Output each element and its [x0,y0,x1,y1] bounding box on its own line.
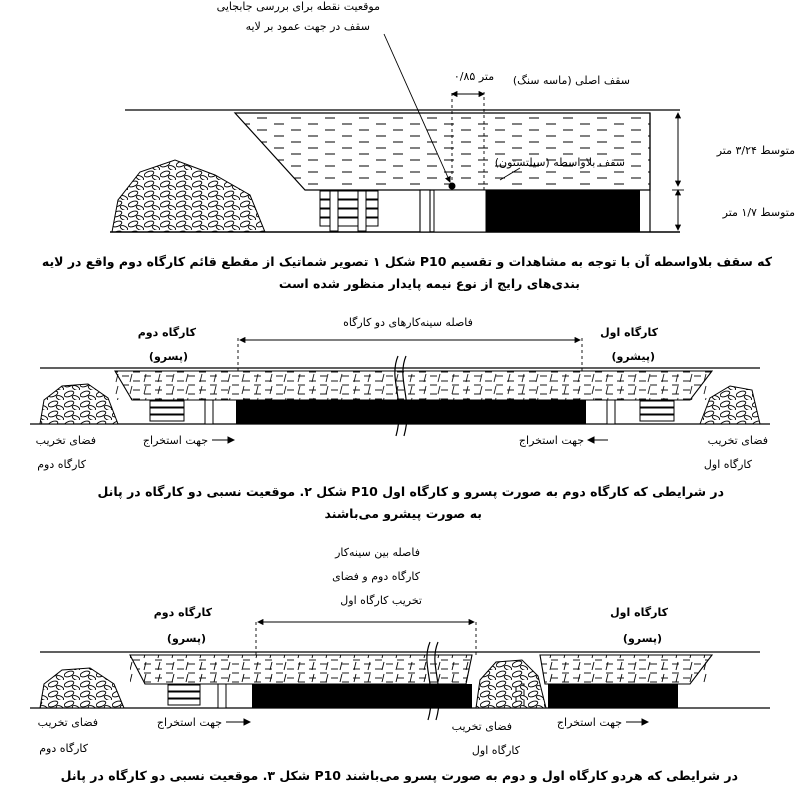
coal-seam [486,190,640,232]
goaf-rubble [112,160,265,232]
coal-seam-panel [236,400,586,424]
figure-3 [30,546,770,784]
support-prop [420,190,430,232]
figure-1-caption-line-1: شکل ۱ تصویر شماتیک از مقطع قائم کارگاه دوم واقع در لایه P10 که سقف بلاواسطه آن با توجه به مشاهدات و تقسیم [41,254,772,269]
mining-direction-right: جهت استخراج [556,716,622,729]
figure-1-caption-line-2: بندی‌های رایج از نوع نیمه پایدار منظور شده است [278,276,580,291]
goaf-middle-line-2: کارگاه اول [471,744,520,757]
figure-3-caption: شکل ۳. موقعیت نسبی دو کارگاه در پانل P10 در شرایطی که هردو کارگاه اول و دوم به صورت پسرو می‌باشند [60,768,738,783]
top-note-line-1: موقعیت نقطه برای بررسی جابجایی [216,0,380,13]
figure-2-caption-line-2: به صورت پیشرو می‌باشند [324,506,482,521]
face-2-label: کارگاه دوم [137,326,196,339]
distance-label-line-2: کارگاه دوم و فضای [332,570,420,583]
goaf-left-line-1: فضای تخریب [37,716,98,729]
immediate-roof-label: سقف بلاواسطه (سیلتستون) [494,156,625,169]
goaf-right-line-2: کارگاه اول [703,458,752,471]
goaf-middle-line-1: فضای تخریب [451,720,512,733]
figure-2-caption-line-1: شکل ۲. موقعیت نسبی دو کارگاه در پانل P10 در شرایطی که کارگاه دوم به صورت پسرو و کارگاه اول [97,484,724,499]
avg-height-total: متوسط ۳/۲۴ متر [716,144,795,157]
goaf-rubble-middle [476,660,546,708]
goaf-rubble-left [40,384,118,424]
distance-label-line-3: تخریب کارگاه اول [340,594,422,607]
face-1-label: کارگاه اول [600,326,658,339]
mining-direction-left: جهت استخراج [142,434,208,447]
crib-support-left [168,685,200,705]
distance-label: ۰/۸۵ متر [453,70,495,83]
face-1-label: کارگاه اول [610,606,668,619]
goaf-rubble-left [40,668,124,708]
crib-support [320,191,378,231]
face-2-sub: (پسرو) [148,350,188,363]
face-1-sub: (پیشرو) [611,350,655,363]
face-1-sub: (پسرو) [622,632,662,645]
figure-1 [42,0,795,291]
figure-2 [30,316,770,521]
crib-support-right [640,401,674,421]
goaf-left-line-2: کارگاه دوم [37,458,86,471]
face-2-label: کارگاه دوم [153,606,212,619]
top-note-line-2: سقف در جهت عمود بر لایه [245,20,370,33]
goaf-right-line-1: فضای تخریب [707,434,768,447]
distance-label-line-1: فاصله بین سینه‌کار [335,546,420,559]
crib-support-left [150,401,184,421]
main-roof-label: سقف اصلی (ماسه سنگ) [512,74,630,87]
goaf-left-line-1: فضای تخریب [35,434,96,447]
face-2-sub: (پسرو) [166,632,206,645]
mining-direction-left: جهت استخراج [156,716,222,729]
immediate-roof-layer [235,113,650,190]
avg-height-seam: متوسط ۱/۷ متر [722,206,795,219]
goaf-left-line-2: کارگاه دوم [39,742,88,755]
mining-direction-right: جهت استخراج [518,434,584,447]
face-distance-label: فاصله سینه‌کارهای دو کارگاه [343,316,473,329]
